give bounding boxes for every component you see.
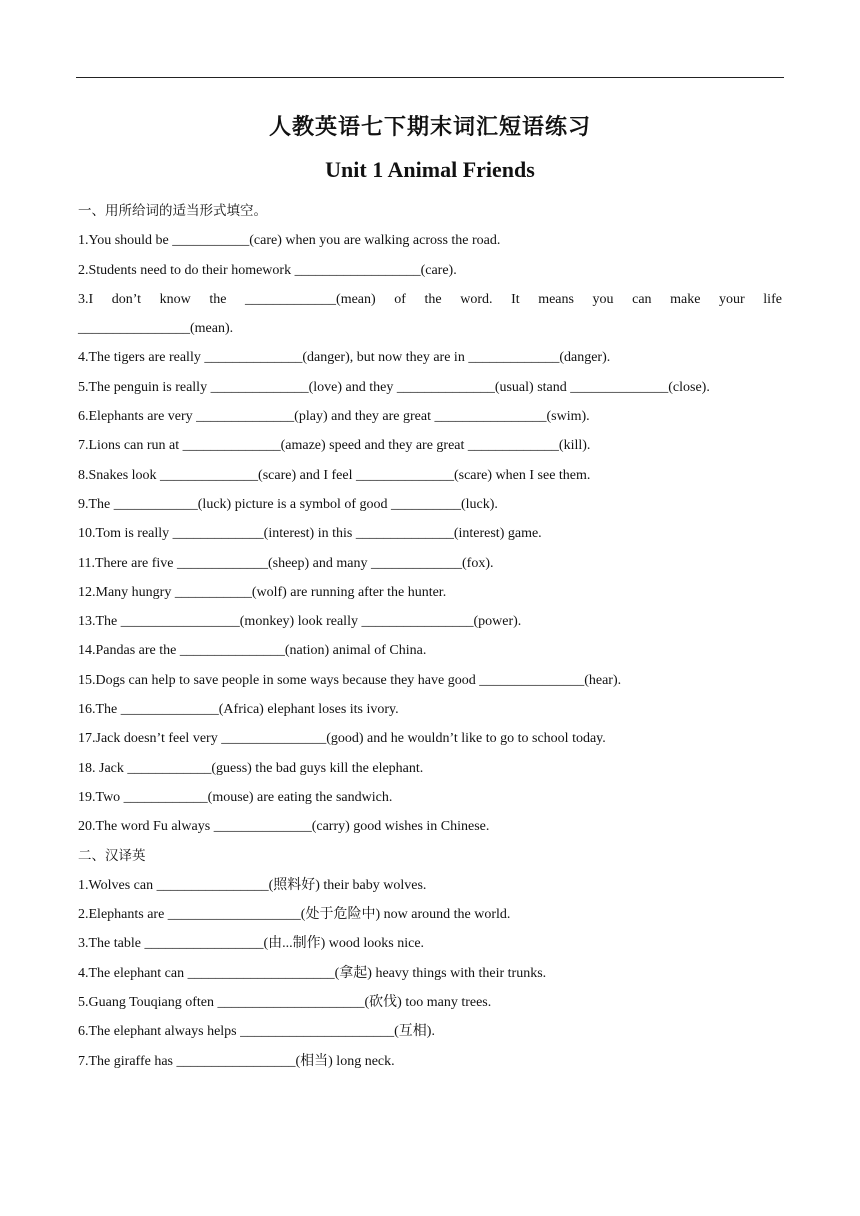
justified-word: your [719, 291, 745, 307]
justified-word: _____________(mean) [245, 291, 376, 307]
justified-word: the [209, 291, 227, 307]
exercise-item: 15.Dogs can help to save people in some ways because they have good _______________(hear). [78, 672, 622, 688]
exercise-item: 20.The word Fu always ______________(carry) good wishes in Chinese. [78, 819, 490, 835]
justified-word: know [159, 291, 191, 307]
translation-item: 3.The table _________________(由...制作) wood looks nice. [78, 936, 425, 952]
translation-item: 2.Elephants are ___________________(处于危险中) now around the world. [78, 907, 511, 923]
exercise-item: 16.The ______________(Africa) elephant loses its ivory. [78, 702, 399, 718]
translation-item: 6.The elephant always helps ______________________(互相). [78, 1024, 435, 1040]
exercise-item: 5.The penguin is really ______________(love) and they ______________(usual) stand ______________(close). [78, 379, 710, 395]
justified-word: life [763, 291, 782, 307]
exercise-item: 10.Tom is really _____________(interest) in this ______________(interest) game. [78, 526, 542, 542]
exercise-item: 11.There are five _____________(sheep) and many _____________(fox). [78, 555, 494, 571]
justified-word: make [670, 291, 701, 307]
exercise-item: 13.The _________________(monkey) look really ________________(power). [78, 614, 522, 630]
justified-word: word. [460, 291, 493, 307]
worksheet-content [78, 197, 782, 1076]
header-rule [76, 77, 784, 78]
justified-word: 3.I [78, 291, 94, 307]
section-heading-fill-in: 一、用所给词的适当形式填空。 [78, 203, 267, 219]
translation-item: 7.The giraffe has _________________(相当) long neck. [78, 1053, 395, 1069]
exercise-item-continuation: ________________(mean). [78, 321, 234, 337]
justified-word: the [424, 291, 442, 307]
exercise-item: 9.The ____________(luck) picture is a symbol of good __________(luck). [78, 496, 498, 512]
exercise-item: 17.Jack doesn’t feel very _______________(good) and he wouldn’t like to go to school today. [78, 731, 606, 747]
justified-word: can [632, 291, 652, 307]
exercise-item: 18. Jack ____________(guess) the bad guys kill the elephant. [78, 760, 424, 776]
justified-word: you [592, 291, 614, 307]
exercise-item: 4.The tigers are really ______________(danger), but now they are in _____________(danger). [78, 350, 611, 366]
exercise-item-justified [78, 285, 782, 314]
translation-item: 1.Wolves can ________________(照料好) their baby wolves. [78, 877, 427, 893]
exercise-item: 6.Elephants are very ______________(play) and they are great ________________(swim). [78, 409, 590, 425]
exercise-item: 8.Snakes look ______________(scare) and I feel ______________(scare) when I see them. [78, 467, 591, 483]
justified-word: It [511, 291, 520, 307]
exercise-item: 2.Students need to do their homework __________________(care). [78, 262, 457, 278]
exercise-item: 19.Two ____________(mouse) are eating the sandwich. [78, 789, 393, 805]
unit-title: Unit 1 Animal Friends [325, 157, 535, 182]
justified-word: means [538, 291, 574, 307]
exercise-item: 12.Many hungry ___________(wolf) are running after the hunter. [78, 584, 447, 600]
section-heading-translate: 二、汉译英 [78, 847, 146, 864]
justified-word: don’t [111, 291, 142, 307]
exercise-item: 1.You should be ___________(care) when you are walking across the road. [78, 233, 501, 249]
exercise-item: 7.Lions can run at ______________(amaze) speed and they are great _____________(kill). [78, 438, 591, 454]
translation-item: 4.The elephant can _____________________(拿起) heavy things with their trunks. [78, 965, 547, 981]
exercise-item: 14.Pandas are the _______________(nation) animal of China. [78, 643, 427, 659]
translation-item: 5.Guang Touqiang often _____________________(砍伐) too many trees. [78, 995, 492, 1011]
document-title: 人教英语七下期末词汇短语练习 [268, 114, 591, 140]
justified-word: of [394, 291, 406, 307]
